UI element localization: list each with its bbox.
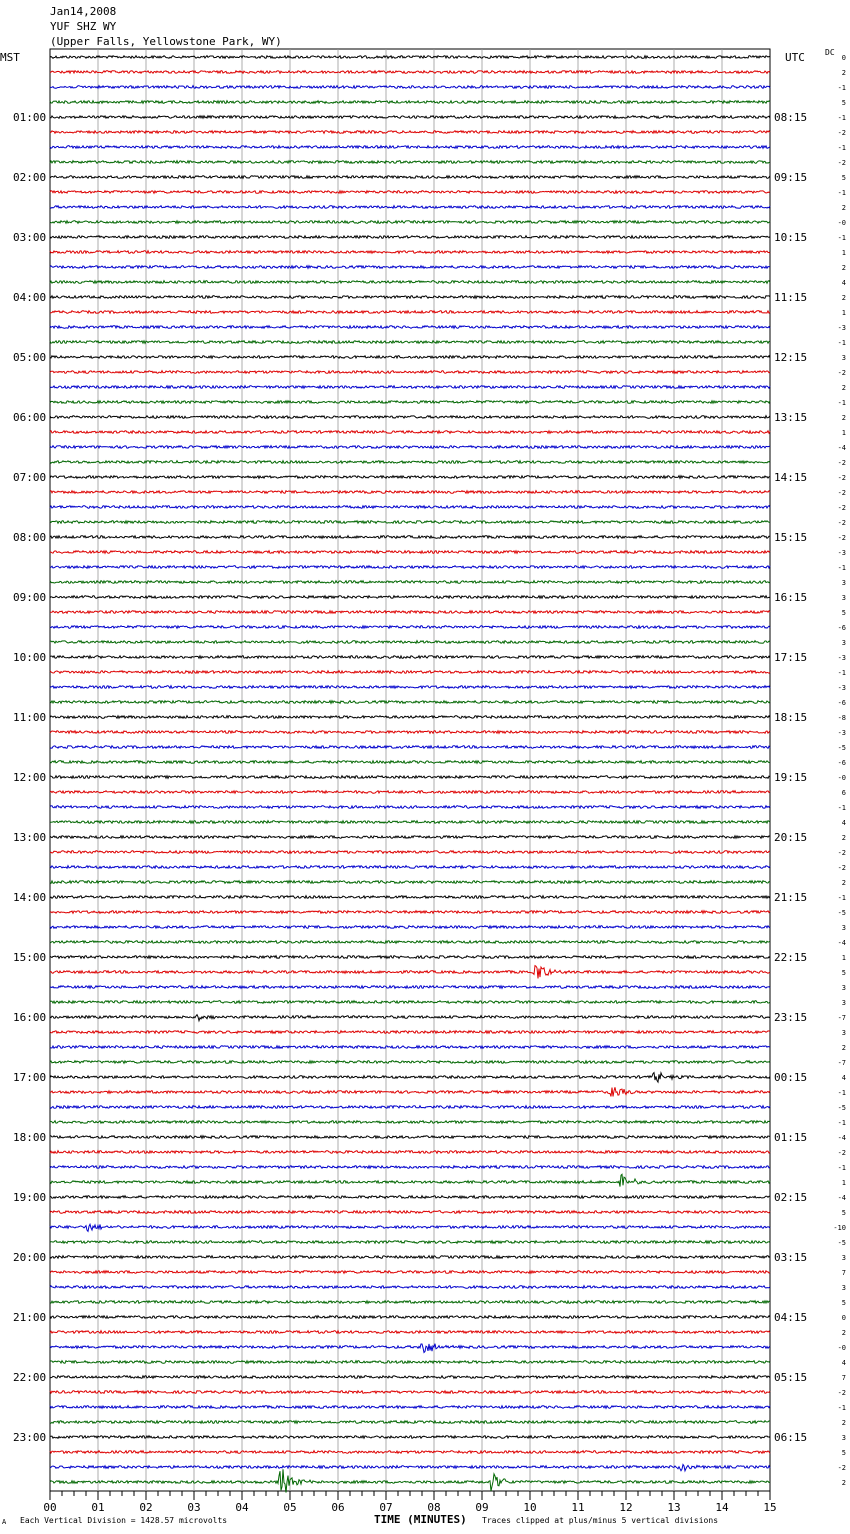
dc-offset-label: -6 [837, 699, 846, 707]
seismic-trace [50, 236, 770, 239]
dc-offset-label: -2 [837, 864, 846, 872]
dc-offset-label: -2 [837, 1389, 846, 1397]
dc-offset-label: -2 [837, 1149, 846, 1157]
seismic-trace [50, 386, 770, 389]
dc-offset-label: 4 [841, 279, 846, 287]
seismic-trace [50, 1241, 770, 1244]
seismic-trace [50, 716, 770, 719]
x-tick-label: 01 [91, 1501, 105, 1514]
dc-offset-label: 2 [841, 1044, 846, 1052]
seismic-trace [50, 1406, 770, 1409]
plot-date: Jan14,2008 [50, 5, 117, 18]
dc-offset-label: -1 [837, 399, 846, 407]
seismic-trace [50, 776, 770, 779]
dc-offset-label: 3 [841, 579, 846, 587]
seismic-trace [50, 851, 770, 854]
left-hour-label: 14:00 [13, 891, 47, 904]
dc-offset-label: 3 [841, 354, 846, 362]
dc-offset-label: -1 [837, 144, 846, 152]
seismic-trace [50, 521, 770, 524]
left-hour-label: 13:00 [13, 831, 47, 844]
seismic-trace [50, 566, 770, 569]
seismic-trace [50, 1451, 770, 1454]
dc-offset-label: 0 [841, 1314, 846, 1322]
right-hour-label: 12:15 [774, 351, 808, 364]
dc-offset-label: -4 [837, 444, 846, 452]
seismic-trace [50, 1073, 770, 1083]
seismic-trace [50, 206, 770, 209]
dc-offset-label: -3 [837, 684, 846, 692]
seismic-trace [50, 71, 770, 74]
seismic-trace [50, 746, 770, 749]
left-hour-label: 05:00 [13, 351, 47, 364]
seismic-trace [50, 1106, 770, 1109]
seismic-trace [50, 926, 770, 929]
x-tick-label: 11 [571, 1501, 585, 1514]
seismic-trace [50, 1211, 770, 1214]
seismic-trace [50, 911, 770, 914]
dc-offset-label: 5 [841, 969, 846, 977]
dc-offset-label: -2 [837, 534, 846, 542]
x-tick-label: 09 [475, 1501, 489, 1514]
x-tick-label: 08 [427, 1501, 441, 1514]
minute-gridlines [98, 49, 722, 1491]
dc-offset-label: 3 [841, 999, 846, 1007]
left-hour-label: 19:00 [13, 1191, 47, 1204]
dc-offset-label: -1 [837, 189, 846, 197]
seismic-trace [50, 116, 770, 119]
seismic-trace [50, 56, 770, 59]
seismic-trace [50, 1301, 770, 1304]
seismic-trace [50, 761, 770, 764]
right-hour-label: 17:15 [774, 651, 808, 664]
seismic-trace [50, 101, 770, 104]
right-hour-label: 21:15 [774, 891, 808, 904]
seismic-trace [50, 701, 770, 704]
dc-offset-label: -2 [837, 459, 846, 467]
dc-offset-label: -8 [837, 714, 846, 722]
seismic-trace [50, 1421, 770, 1424]
dc-offset-label: -10 [833, 1224, 846, 1232]
left-hour-label: 09:00 [13, 591, 47, 604]
seismic-trace [50, 416, 770, 419]
left-hour-label: 23:00 [13, 1431, 47, 1444]
left-hour-label: 02:00 [13, 171, 47, 184]
seismic-trace [50, 966, 770, 979]
seismic-trace [50, 1121, 770, 1124]
seismic-trace [50, 1361, 770, 1364]
left-hour-label: 22:00 [13, 1371, 47, 1384]
dc-offset-label: 5 [841, 1449, 846, 1457]
dc-offset-label: 4 [841, 1074, 846, 1082]
seismic-trace [50, 686, 770, 689]
left-hour-label: 12:00 [13, 771, 47, 784]
dc-offset-label: -1 [837, 564, 846, 572]
clip-note: Traces clipped at plus/minus 5 vertical divisions [482, 1516, 719, 1525]
dc-offset-label: -1 [837, 1119, 846, 1127]
dc-offset-label: 2 [841, 69, 846, 77]
dc-offset-label: 1 [841, 309, 846, 317]
right-hour-label: 02:15 [774, 1191, 808, 1204]
right-hour-label: 23:15 [774, 1011, 808, 1024]
seismic-trace [50, 296, 770, 299]
left-hour-label: 20:00 [13, 1251, 47, 1264]
right-hour-label: 10:15 [774, 231, 808, 244]
station-location: (Upper Falls, Yellowstone Park, WY) [50, 35, 282, 48]
dc-offset-label: 2 [841, 879, 846, 887]
left-hour-label: 10:00 [13, 651, 47, 664]
left-hour-label: 17:00 [13, 1071, 47, 1084]
left-hour-label: 04:00 [13, 291, 47, 304]
left-timezone-label: MST [0, 51, 20, 64]
x-tick-label: 13 [667, 1501, 681, 1514]
seismic-trace [50, 1224, 770, 1231]
seismic-trace [50, 671, 770, 674]
seismic-trace [50, 896, 770, 899]
left-hour-label: 08:00 [13, 531, 47, 544]
dc-offset-label: -1 [837, 114, 846, 122]
left-hour-label: 07:00 [13, 471, 47, 484]
dc-offset-label: 5 [841, 99, 846, 107]
seismic-trace [50, 641, 770, 644]
right-hour-label: 00:15 [774, 1071, 808, 1084]
trace-group [50, 56, 770, 1493]
plot-frame [50, 49, 770, 1491]
dc-offset-label: 3 [841, 984, 846, 992]
seismic-trace [50, 656, 770, 659]
seismic-trace [50, 1344, 770, 1353]
left-hour-label: 15:00 [13, 951, 47, 964]
seismic-trace [50, 161, 770, 164]
dc-offset-label: 3 [841, 924, 846, 932]
dc-offset-label: 3 [841, 1284, 846, 1292]
dc-offset-label: 3 [841, 1254, 846, 1262]
seismic-trace [50, 626, 770, 629]
dc-offset-label: -0 [837, 1344, 846, 1352]
right-hour-label: 22:15 [774, 951, 808, 964]
seismic-trace [50, 1465, 770, 1471]
dc-offset-label: 6 [841, 789, 846, 797]
dc-offset-label: -1 [837, 804, 846, 812]
dc-offset-label: 1 [841, 429, 846, 437]
seismic-trace [50, 251, 770, 254]
x-tick-label: 04 [235, 1501, 249, 1514]
dc-offset-label: 4 [841, 819, 846, 827]
left-hour-label: 06:00 [13, 411, 47, 424]
seismic-trace [50, 551, 770, 554]
right-hour-label: 16:15 [774, 591, 808, 604]
dc-offset-label: 4 [841, 1359, 846, 1367]
seismic-trace [50, 1136, 770, 1139]
dc-offset-label: -4 [837, 939, 846, 947]
station-code: YUF SHZ WY [50, 20, 117, 33]
seismic-trace [50, 1015, 770, 1021]
dc-offset-label: 5 [841, 174, 846, 182]
dc-offset-label: -2 [837, 489, 846, 497]
seismic-trace [50, 731, 770, 734]
dc-offset-label: -0 [837, 219, 846, 227]
seismic-trace [50, 1391, 770, 1394]
right-hour-label: 20:15 [774, 831, 808, 844]
dc-offset-label: 2 [841, 1419, 846, 1427]
dc-offset-label: 2 [841, 204, 846, 212]
dc-offset-label: 3 [841, 1029, 846, 1037]
dc-offset-label: 5 [841, 1299, 846, 1307]
dc-offset-label: -4 [837, 1194, 846, 1202]
left-hour-label: 18:00 [13, 1131, 47, 1144]
dc-offset-label: -2 [837, 849, 846, 857]
seismic-trace [50, 446, 770, 449]
dc-offset-label: 1 [841, 249, 846, 257]
seismic-trace [50, 806, 770, 809]
right-hour-label: 11:15 [774, 291, 808, 304]
right-hour-label: 05:15 [774, 1371, 808, 1384]
seismic-trace [50, 221, 770, 224]
dc-offset-label: 2 [841, 414, 846, 422]
dc-offset-label: 2 [841, 294, 846, 302]
dc-offset-label: 3 [841, 1434, 846, 1442]
seismic-trace [50, 1256, 770, 1259]
seismic-trace [50, 356, 770, 359]
seismic-trace [50, 1376, 770, 1379]
right-hour-label: 13:15 [774, 411, 808, 424]
dc-offset-label: -0 [837, 774, 846, 782]
dc-offset-label: 2 [841, 1479, 846, 1487]
seismic-trace [50, 866, 770, 869]
seismic-trace [50, 1001, 770, 1004]
seismic-trace [50, 1316, 770, 1319]
seismic-trace [50, 191, 770, 194]
seismic-trace [50, 266, 770, 269]
dc-offset-label: -1 [837, 1404, 846, 1412]
seismic-trace [50, 1469, 770, 1492]
corner-mark: A [2, 1518, 7, 1526]
dc-offset-label: -6 [837, 624, 846, 632]
x-tick-label: 03 [187, 1501, 201, 1514]
seismic-trace [50, 1166, 770, 1169]
dc-offset-label: 0 [841, 54, 846, 62]
dc-offset-label: -7 [837, 1059, 846, 1067]
left-hour-label: 11:00 [13, 711, 47, 724]
seismic-trace [50, 956, 770, 959]
dc-offset-label: 7 [841, 1374, 846, 1382]
dc-offset-label: 2 [841, 834, 846, 842]
right-hour-label: 09:15 [774, 171, 808, 184]
dc-offset-label: -1 [837, 894, 846, 902]
dc-offset-label: -2 [837, 474, 846, 482]
dc-offset-label: 2 [841, 384, 846, 392]
right-hour-label: 01:15 [774, 1131, 808, 1144]
seismic-trace [50, 1196, 770, 1199]
seismic-trace [50, 1046, 770, 1049]
seismic-trace [50, 1174, 770, 1186]
x-tick-label: 02 [139, 1501, 153, 1514]
x-axis [43, 1491, 776, 1514]
dc-offset-label: 2 [841, 264, 846, 272]
left-hour-label: 16:00 [13, 1011, 47, 1024]
seismic-trace [50, 476, 770, 479]
dc-offset-label: -1 [837, 1164, 846, 1172]
dc-offset-label: -5 [837, 1104, 846, 1112]
scale-note: Each Vertical Division = 1428.57 microvolts [20, 1516, 228, 1525]
seismic-trace [50, 941, 770, 944]
x-tick-label: 14 [715, 1501, 729, 1514]
left-hour-label: 21:00 [13, 1311, 47, 1324]
seismic-trace [50, 176, 770, 179]
dc-offset-label: -2 [837, 519, 846, 527]
right-timezone-label: UTC [785, 51, 805, 64]
dc-offset-label: -2 [837, 129, 846, 137]
x-axis-title: TIME (MINUTES) [374, 1513, 467, 1526]
x-tick-label: 10 [523, 1501, 537, 1514]
dc-offset-label: -1 [837, 84, 846, 92]
right-hour-label: 15:15 [774, 531, 808, 544]
seismic-trace [50, 986, 770, 989]
seismic-trace [50, 1031, 770, 1034]
seismic-trace [50, 596, 770, 599]
seismic-trace [50, 401, 770, 404]
dc-offset-label: -3 [837, 549, 846, 557]
seismic-trace [50, 371, 770, 374]
seismic-trace [50, 1331, 770, 1334]
dc-offset-label: -5 [837, 744, 846, 752]
dc-offset-label: -1 [837, 234, 846, 242]
dc-offset-label: 5 [841, 609, 846, 617]
seismic-trace [50, 281, 770, 284]
seismic-trace [50, 836, 770, 839]
right-hour-label: 19:15 [774, 771, 808, 784]
dc-offset-label: -1 [837, 339, 846, 347]
right-hour-label: 14:15 [774, 471, 808, 484]
dc-offset-label: -5 [837, 1239, 846, 1247]
x-tick-label: 12 [619, 1501, 633, 1514]
seismic-trace [50, 791, 770, 794]
left-hour-label: 01:00 [13, 111, 47, 124]
dc-offset-label: -7 [837, 1014, 846, 1022]
x-tick-label: 00 [43, 1501, 57, 1514]
seismic-trace [50, 491, 770, 494]
x-tick-label: 07 [379, 1501, 393, 1514]
seismic-trace [50, 536, 770, 539]
dc-offset-label: -2 [837, 504, 846, 512]
seismic-trace [50, 431, 770, 434]
dc-offset-label: 1 [841, 1179, 846, 1187]
dc-offset-label: 1 [841, 954, 846, 962]
seismic-trace [50, 146, 770, 149]
seismic-trace [50, 131, 770, 134]
dc-offset-label: -1 [837, 1089, 846, 1097]
seismic-trace [50, 611, 770, 614]
seismic-trace [50, 311, 770, 314]
dc-offset-label: 7 [841, 1269, 846, 1277]
dc-offset-label: -2 [837, 159, 846, 167]
seismic-trace [50, 821, 770, 824]
dc-offset-label: 2 [841, 1329, 846, 1337]
dc-offset-label: -3 [837, 324, 846, 332]
seismic-trace [50, 506, 770, 509]
seismic-trace [50, 341, 770, 344]
seismic-trace [50, 1087, 770, 1096]
dc-offset-label: -3 [837, 654, 846, 662]
dc-offset-label: -6 [837, 759, 846, 767]
seismic-trace [50, 1271, 770, 1274]
seismic-trace [50, 326, 770, 329]
dc-offset-label: -2 [837, 1464, 846, 1472]
right-hour-label: 04:15 [774, 1311, 808, 1324]
right-hour-label: 06:15 [774, 1431, 808, 1444]
x-tick-label: 06 [331, 1501, 345, 1514]
right-hour-label: 03:15 [774, 1251, 808, 1264]
dc-offset-label: -1 [837, 669, 846, 677]
left-hour-label: 03:00 [13, 231, 47, 244]
x-tick-label: 05 [283, 1501, 297, 1514]
seismic-trace [50, 86, 770, 89]
dc-label: DC [825, 48, 835, 57]
right-hour-label: 18:15 [774, 711, 808, 724]
seismic-trace [50, 1436, 770, 1439]
seismic-trace [50, 581, 770, 584]
dc-offset-label: -4 [837, 1134, 846, 1142]
seismic-trace [50, 1061, 770, 1064]
seismic-trace [50, 1286, 770, 1289]
dc-offset-label: -3 [837, 729, 846, 737]
x-tick-label: 15 [763, 1501, 777, 1514]
seismic-trace [50, 1151, 770, 1154]
dc-offset-label: -5 [837, 909, 846, 917]
dc-offset-label: 3 [841, 639, 846, 647]
seismic-trace [50, 461, 770, 464]
right-hour-label: 08:15 [774, 111, 808, 124]
seismic-trace [50, 881, 770, 884]
dc-offset-label: -2 [837, 369, 846, 377]
dc-offset-label: 5 [841, 1209, 846, 1217]
dc-offset-label: 3 [841, 594, 846, 602]
